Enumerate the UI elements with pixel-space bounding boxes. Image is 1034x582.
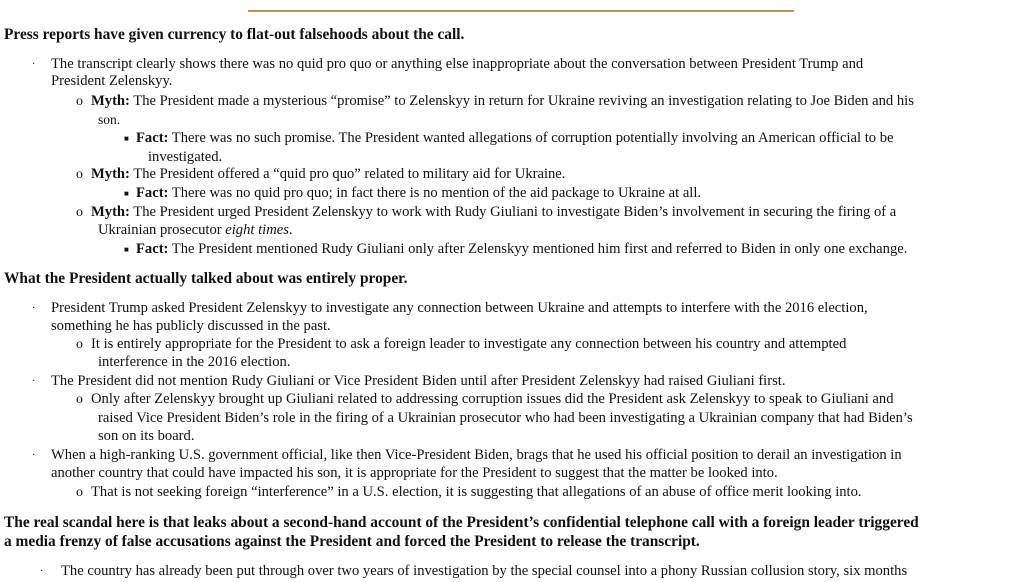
myth-text: The President urged President Zelenskyy to work with Rudy Giuliani to investigate Biden’s involvement in securing the firing of a — [129, 204, 897, 220]
myth-giuliani-line-1 — [91, 204, 896, 221]
fact-promise-line-2: investigated. — [148, 149, 223, 165]
zelenskyy-giuliani-line-1: Only after Zelenskyy brought up Giuliani related to addressing corruption issues did the President ask Zelenskyy to speak to Giuliani and — [91, 391, 894, 407]
myth-promise-line-1 — [91, 93, 914, 110]
appropriate-point-line-2: interference in the 2016 election. — [98, 354, 291, 370]
myth-quid-pro-quo — [91, 166, 565, 183]
bullet-marker: · — [32, 450, 36, 461]
zelenskyy-giuliani-line-3: son on its board. — [98, 428, 195, 444]
fact-text: There was no such promise. The President wanted allegations of corruption potentially involving an American official to be — [168, 130, 894, 146]
sub-bullet-marker: o — [76, 485, 83, 500]
transcript-point-line-1: The transcript clearly shows there was no quid pro quo or anything else inappropriate about the conversation between President Trump and — [51, 56, 864, 72]
appropriate-point-line-1: It is entirely appropriate for the President to ask a foreign leader to investigate any connection between his country and attempted — [91, 336, 847, 352]
myth-giuliani-line-2 — [98, 222, 293, 239]
fact-text: The President mentioned Rudy Giuliani only after Zelenskyy mentioned him first and referred to Biden in only one exchange. — [168, 241, 908, 257]
biden-brags-line-2: another country that could have impacted his son, it is appropriate for the President to suggest that the matter be looked into. — [51, 465, 778, 481]
fact-label: Fact: — [136, 130, 169, 146]
sub-bullet-marker: o — [76, 337, 83, 352]
bullet-marker: · — [32, 376, 36, 387]
fact-giuliani — [136, 241, 907, 258]
biden-brags-line-1: When a high-ranking U.S. government official, like then Vice-President Biden, brags that he used his official position to derail an investigation in — [51, 447, 902, 463]
sub-bullet-marker: o — [76, 167, 83, 182]
bullet-marker: · — [32, 59, 36, 70]
sub-bullet-marker: o — [76, 94, 83, 109]
myth-label: Myth: — [91, 166, 130, 182]
special-counsel-point: The country has already been put through over two years of investigation by the special counsel into a phony Russian collusion story, six months — [61, 563, 908, 579]
sub-bullet-marker: o — [76, 205, 83, 220]
section-heading-proper: What the President actually talked about was entirely proper. — [4, 270, 408, 287]
myth-label: Myth: — [91, 93, 130, 109]
zelenskyy-giuliani-line-2: raised Vice President Biden’s role in the firing of a Ukrainian prosecutor who had been investigating a Ukrainian company that had Biden’s — [98, 410, 913, 426]
section-heading-scandal-line-1: The real scandal here is that leaks about a second-hand account of the President’s confidential telephone call with a foreign leader triggered — [4, 514, 919, 531]
myth-text: Ukrainian prosecutor — [98, 222, 226, 238]
myth-label: Myth: — [91, 204, 130, 220]
top-divider-rule — [248, 10, 794, 12]
transcript-point-line-2: President Zelenskyy. — [51, 73, 173, 89]
fact-text: There was no quid pro quo; in fact there is no mention of the aid package to Ukraine at all. — [168, 185, 702, 201]
myth-text: The President offered a “quid pro quo” related to military aid for Ukraine. — [129, 166, 566, 182]
myth-text: . — [288, 222, 293, 238]
section-heading-scandal-line-2: a media frenzy of false accusations against the President and forced the President to release the transcript. — [4, 533, 700, 550]
investigate-point-line-2: something he has publicly discussed in the past. — [51, 318, 331, 334]
bullet-marker: · — [40, 566, 44, 577]
section-heading-falsehoods: Press reports have given currency to flat-out falsehoods about the call. — [4, 26, 465, 43]
sub-bullet-marker: o — [76, 392, 83, 407]
fact-label: Fact: — [136, 185, 169, 201]
fact-quid-pro-quo — [136, 185, 701, 202]
giuliani-mention-point: The President did not mention Rudy Giuliani or Vice President Biden until after President Zelenskyy had raised Giuliani first. — [51, 373, 786, 389]
fact-marker: ■ — [124, 245, 129, 254]
investigate-point-line-1: President Trump asked President Zelenskyy to investigate any connection between Ukraine and attempts to interfere with the 2016 election, — [51, 300, 868, 316]
myth-promise-line-2: son. — [98, 112, 121, 127]
fact-marker: ■ — [124, 134, 129, 143]
myth-text: The President made a mysterious “promise” to Zelenskyy in return for Ukraine reviving an investigation relating to Joe Biden and his — [129, 93, 914, 109]
not-interference-point: That is not seeking foreign “interference” in a U.S. election, it is suggesting that allegations of an abuse of office merit looking into. — [91, 484, 862, 500]
bullet-marker: · — [32, 303, 36, 314]
fact-marker: ■ — [124, 189, 129, 198]
fact-promise-line-1 — [136, 130, 893, 147]
emphasis-eight-times: eight times — [225, 222, 289, 238]
fact-label: Fact: — [136, 241, 169, 257]
